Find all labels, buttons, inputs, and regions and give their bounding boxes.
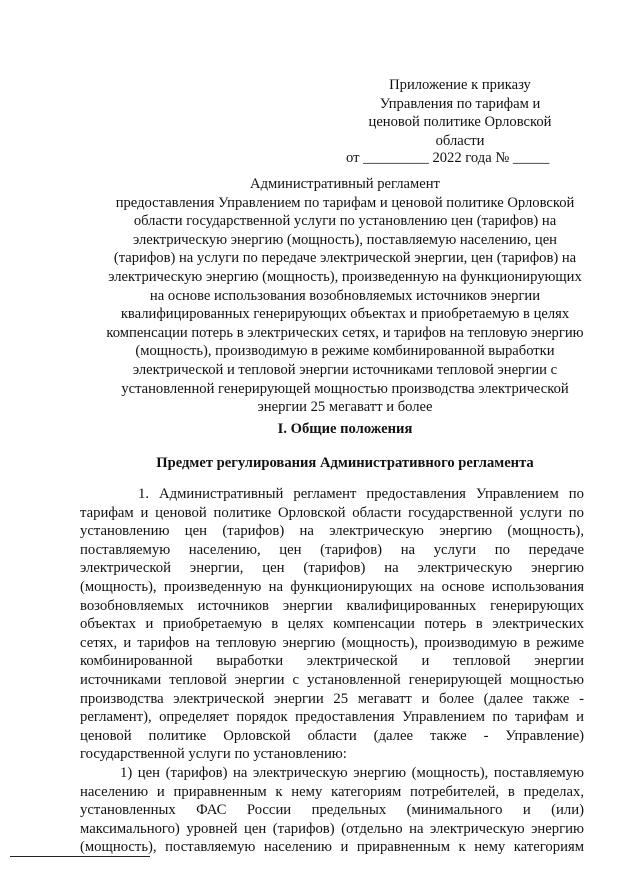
appendix-line: области — [435, 132, 485, 149]
section-heading: I. Общие положения — [277, 421, 413, 437]
regulation-title-line: компенсации потерь в электрических сетях, и тарифов на тепловую энергию — [106, 324, 584, 341]
appendix-line: Приложение к приказу — [389, 77, 531, 93]
body-line: возобновляемых источников энергии квалифицированных генерирующих — [80, 597, 584, 614]
regulation-title-line: (тарифов) на услуги по передаче электрической энергии, цен (тарифов) на — [113, 250, 577, 267]
order-date-number-line: от _________ 2022 года № _____ — [346, 150, 550, 166]
body-line: (мощность), поставляемую населению и приравненным к нему категориям — [80, 839, 584, 856]
regulation-title-line: электрическую энергию (мощность), поставляемую населению, цен — [132, 231, 557, 248]
regulation-title-line: установленной генерирующей мощностью производства электрической — [121, 380, 569, 397]
appendix-header — [360, 76, 560, 150]
body-line: регламент), определяет порядок предоставления Управлением по тарифам и — [80, 709, 584, 726]
footnote-separator — [10, 856, 150, 857]
regulation-title-line: на основе использования возобновляемых источников энергии — [149, 287, 541, 304]
appendix-line: Управления по тарифам и — [379, 95, 541, 112]
body-line: 1. Административный регламент предоставления Управлением по — [138, 486, 584, 502]
body-line: сетях, и тарифов на тепловую энергию (мощность), производимую в режиме — [80, 634, 584, 651]
regulation-title-line: квалифицированных генерирующих объектах и приобретаемую в целях — [120, 306, 570, 323]
body-line: государственной услуги по установлению: — [80, 746, 347, 763]
regulation-title-line: электрическую энергию (мощность), произведенную на функционирующих — [108, 268, 582, 285]
body-line: тарифам и ценовой политике Орловской области государственной услуги по — [80, 504, 584, 521]
body-line: ценовой политике Орловской области (далее также - Управление) — [80, 727, 584, 744]
regulation-title-line: области государственной услуги по установлению цен (тарифов) на — [133, 213, 557, 230]
body-line: (мощность), произведенную на функционирующих на основе использования — [80, 578, 584, 595]
regulation-title-line: Административный регламент — [250, 176, 440, 192]
body-line: максимального) уровней цен (тарифов) (отдельно на электрическую энергию — [80, 820, 584, 837]
body-line: установленных ФАС России предельных (минимального и (или) — [80, 802, 584, 819]
regulation-title-line: электрической и тепловой энергии источниками тепловой энергии с — [132, 361, 558, 378]
subsection-heading: Предмет регулирования Административного регламента — [156, 455, 534, 471]
body-paragraphs — [80, 485, 584, 857]
regulation-title-line: энергии 25 мегаватт и более — [257, 399, 433, 416]
body-line: электрической энергии, цен (тарифов) на электрическую энергию — [80, 560, 584, 577]
body-line: 1) цен (тарифов) на электрическую энергию (мощность), поставляемую — [120, 764, 584, 781]
body-line: установлению цен (тарифов) на электрическую энергию (мощность), — [80, 523, 584, 540]
body-line: объектах и приобретаемую в целях компенсации потерь в электрических — [80, 616, 584, 633]
body-line: поставляемую населению, цен (тарифов) на услуги по передаче — [80, 541, 584, 558]
regulation-title-line: (мощность), производимую в режиме комбинированной выработки — [135, 343, 555, 360]
body-line: производства электрической энергии 25 мегаватт и более (далее также - — [80, 690, 584, 707]
body-line: источниками тепловой энергии с установленной генерирующей мощностью — [80, 671, 584, 688]
appendix-line: ценовой политике Орловской — [368, 114, 552, 131]
regulation-title — [100, 175, 590, 417]
regulation-title-line: предоставления Управлением по тарифам и ценовой политике Орловской — [115, 194, 575, 211]
body-line: комбинированной выработки электрической и тепловой энергии — [80, 653, 584, 670]
body-line: населению и приравненным к нему категориям потребителей, в пределах, — [80, 783, 584, 800]
